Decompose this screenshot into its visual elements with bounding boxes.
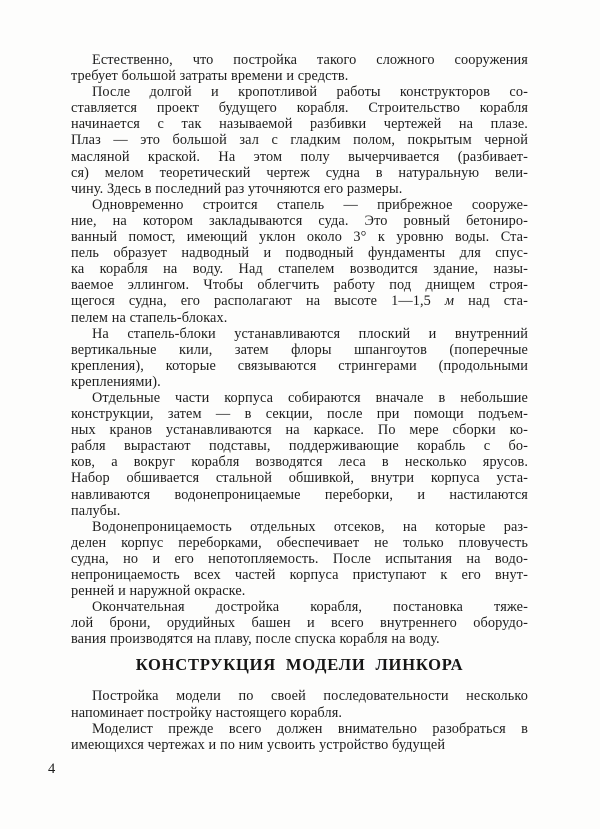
text-line: Плаз — это большой зал с гладким полом, покрытым черной [71, 132, 528, 149]
paragraph [71, 599, 528, 647]
text-line: конструкции, затем — в секции, после при помощи подъем- [71, 406, 528, 423]
text-line: После долгой и кропотливой работы конструкторов со- [92, 84, 528, 101]
text-line: имеющихся чертежах и по ним усвоить устройство будущей [71, 736, 446, 753]
text-line: ков, а вокруг корабля возводятся леса в несколько ярусов. [71, 454, 528, 471]
text-line: навливаются водонепроницаемые переборки, и настилаются [71, 486, 528, 503]
text-line: ных кранов устанавливаются на каркасе. По мере сборки ко- [71, 422, 528, 439]
text-line: ренней и наружной окраске. [71, 583, 246, 600]
paragraph [71, 688, 528, 720]
paragraph [71, 326, 528, 390]
text-line: Окончательная достройка корабля, постановка тяже- [92, 599, 528, 616]
paragraph [71, 197, 528, 326]
text-line: ставляется проект будущего корабля. Строительство корабля [71, 100, 528, 117]
text-column [71, 52, 528, 753]
text-line: рабля вырастают подставы, поддерживающие корабль с бо- [71, 438, 528, 455]
text-line: ка корабля на воду. Над стапелем возводится здание, назы- [71, 261, 528, 278]
text-line: масляной краской. На этом полу вычерчивается (разбивает- [71, 148, 528, 165]
text-line: Водонепроницаемость отдельных отсеков, на которые раз- [92, 518, 528, 535]
text-line: Моделист прежде всего должен внимательно разобраться в [92, 720, 528, 737]
paragraph [71, 519, 528, 599]
text-line: чину. Здесь в последний раз уточняются его размеры. [71, 180, 403, 197]
text-line: судна, но и его непотопляемость. После испытания на водо- [71, 550, 528, 567]
text-line: напоминает постройку настоящего корабля. [71, 704, 343, 721]
text-line: ние, на котором закладываются суда. Это ровный бетониро- [71, 212, 528, 229]
text-line: ванный помост, имеющий уклон около 3° к уровню воды. Ста- [71, 229, 528, 246]
text-line: Естественно, что постройка такого сложного сооружения [92, 52, 528, 68]
text-line: щегося судна, его располагают на высоте 1—1,5 м над ста- [71, 293, 528, 310]
text-line: лой брони, орудийных башен и всего внутреннего оборудо- [71, 615, 528, 632]
text-line: непроницаемость всех частей корпуса приступают к его внут- [71, 567, 528, 583]
text-line: креплениями). [71, 373, 161, 390]
text-line: ваемое эллингом. Чтобы облегчить работу под днищем строя- [71, 277, 528, 294]
text-line: палубы. [71, 502, 121, 519]
paragraph [71, 390, 528, 519]
text-line: Постройка модели по своей последовательности несколько [92, 688, 528, 705]
page-number: 4 [48, 761, 56, 777]
section-heading: КОНСТРУКЦИЯ МОДЕЛИ ЛИНКОРА [135, 655, 464, 675]
paragraph [71, 84, 528, 197]
paragraph [71, 721, 528, 753]
paragraph [71, 52, 528, 84]
text-line: На стапель-блоки устанавливаются плоский и внутренний [92, 325, 528, 342]
text-line: пелем на стапель-блоках. [71, 309, 228, 326]
text-line: Отдельные части корпуса собираются вначале в небольшие [92, 389, 528, 406]
text-line: крепления), которые связываются стрингерами (продольными [71, 357, 528, 374]
text-line: ся) мелом теоретический чертеж судна в натуральную вели- [71, 164, 528, 181]
text-line: вания производятся на плаву, после спуска корабля на воду. [71, 631, 440, 648]
text-line: вертикальные кили, затем флоры шпангоутов (поперечные [71, 341, 528, 358]
text-line: начинается с так называемой разбивки чертежей на плазе. [71, 116, 528, 133]
text-line: делен корпус переборками, обеспечивает не только пловучесть [71, 534, 528, 551]
text-line: Набор обшивается стальной обшивкой, внутри корпуса уста- [71, 470, 528, 487]
text-line: пель образует надводный и подводный фундаменты для спус- [71, 245, 528, 262]
text-line: Одновременно строится стапель — прибрежное сооруже- [92, 196, 528, 213]
text-line: требует большой затраты времени и средств. [71, 68, 349, 85]
